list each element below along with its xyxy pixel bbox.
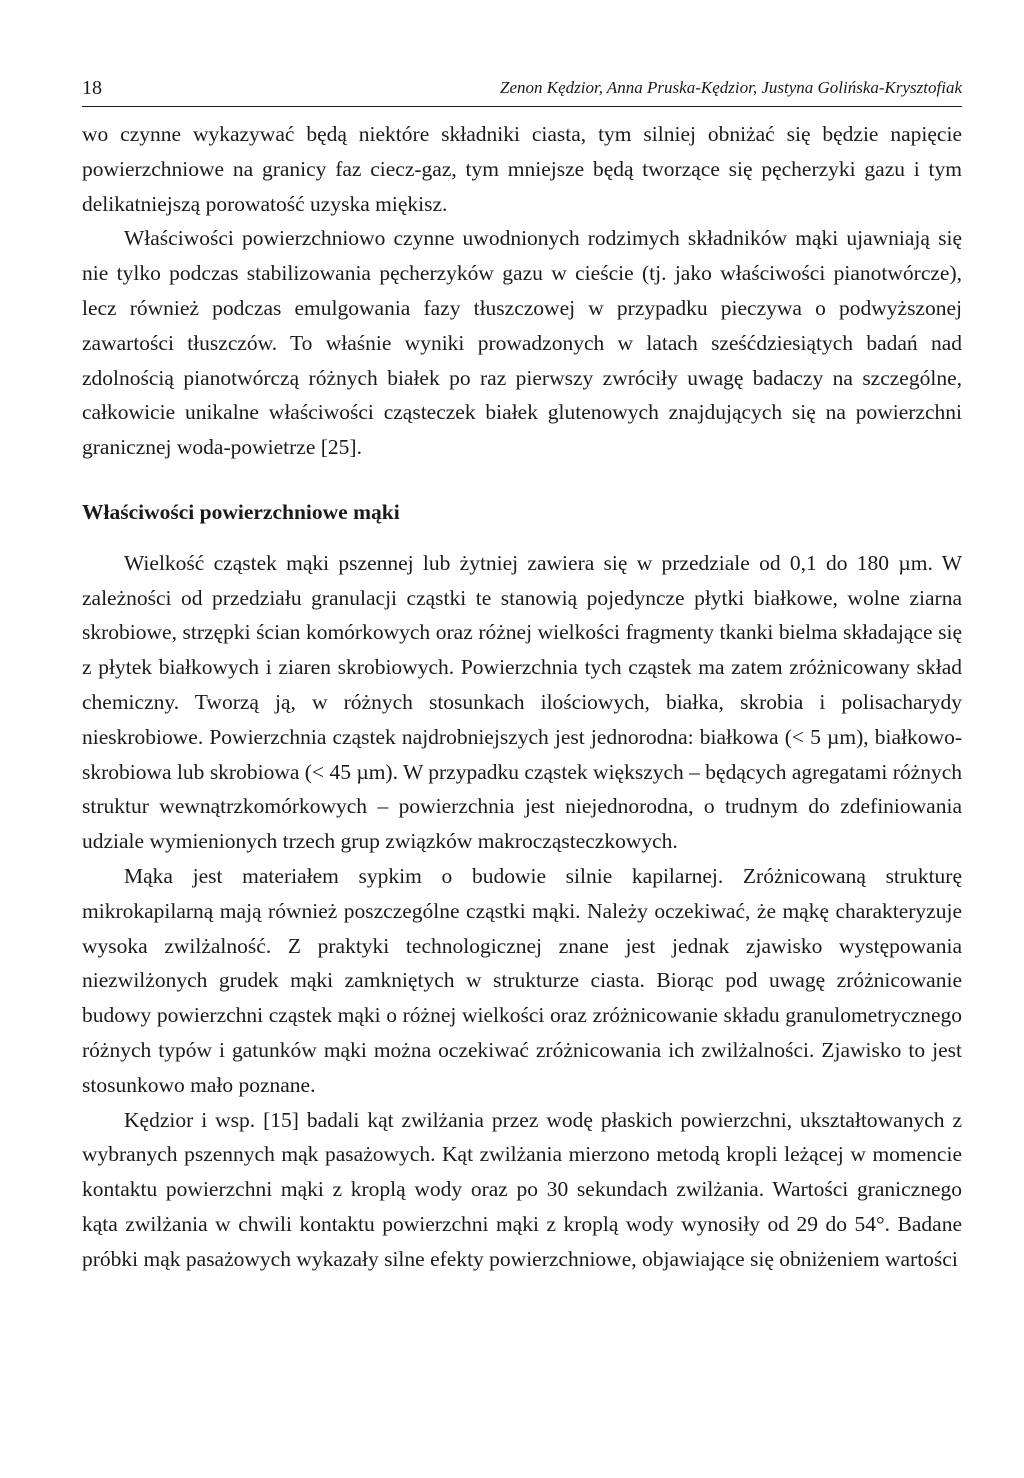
paragraph: Mąka jest materiałem sypkim o budowie silnie kapilarnej. Zróżnicowaną strukturę mikrokapilarną mają również poszczególne cząstki mąki. Należy oczekiwać, że mąkę charakteryzuje wysoka zwilżalność. Z praktyki technologicznej znane jest jednak zjawisko występowania niezwilżonych grudek mąki zamkniętych w strukturze ciasta. Biorąc pod uwagę zróżnicowanie budowy powierzchni cząstek mąki o różnej wielkości oraz zróżnicowanie składu granulometrycznego różnych typów i gatunków mąki można oczekiwać zróżnicowania ich zwilżalności. Zjawisko to jest stosunkowo mało poznane. — [82, 863, 962, 1097]
page-number: 18 — [82, 77, 102, 99]
running-header — [82, 76, 962, 107]
paragraph-continued: wo czynne wykazywać będą niektóre składniki ciasta, tym silniej obniżać się będzie napięcie powierzchniowe na granicy faz ciecz-gaz, tym mniejsze będą tworzące się pęcherzyki gazu i tym delikatniejszą porowatość uzyska miękisz. — [82, 122, 962, 216]
section-heading: Właściwości powierzchniowe mąki — [82, 499, 400, 524]
document-page — [82, 76, 962, 1277]
paragraph: Wielkość cząstek mąki pszennej lub żytniej zawiera się w przedziale od 0,1 do 180 µm. W zależności od przedziału granulacji cząstki te stanowią pojedyncze płytki białkowe, wolne ziarna skrobiowe, strzępki ścian komórkowych oraz różnej wielkości fragmenty tkanki bielma składające się z płytek białkowych i ziaren skrobiowych. Powierzchnia tych cząstek ma zatem zróżnicowany skład chemiczny. Tworzą ją, w różnych stosunkach ilościowych, białka, skrobia i polisacharydy nieskrobiowe. Powierzchnia cząstek najdrobniejszych jest jednorodna: białkowa (< 5 µm), białkowo-skrobiowa lub skrobiowa (< 45 µm). W przypadku cząstek większych – będących agregatami różnych struktur wewnątrzkomórkowych – powierzchnia jest niejednorodna, o trudnym do zdefiniowania udziale wymienionych trzech grup związków makrocząsteczkowych. — [82, 550, 962, 854]
paragraph: Kędzior i wsp. [15] badali kąt zwilżania przez wodę płaskich powierzchni, ukształtowanych z wybranych pszennych mąk pasażowych. Kąt zwilżania mierzono metodą kropli leżącej w momencie kontaktu powierzchni mąki z kroplą wody oraz po 30 sekundach zwilżania. Wartości granicznego kąta zwilżania w chwili kontaktu powierzchni mąki z kroplą wody wynosiły od 29 do 54°. Badane próbki mąk pasażowych wykazały silne efekty powierzchniowe, objawiające się obniżeniem wartości — [82, 1107, 962, 1271]
header-authors: Zenon Kędzior, Anna Pruska-Kędzior, Justyna Golińska-Krysztofiak — [500, 78, 962, 97]
paragraph: Właściwości powierzchniowo czynne uwodnionych rodzimych składników mąki ujawniają się nie tylko podczas stabilizowania pęcherzyków gazu w cieście (tj. jako właściwości pianotwórcze), lecz również podczas emulgowania fazy tłuszczowej w przypadku pieczywa o podwyższonej zawartości tłuszczów. To właśnie wyniki prowadzonych w latach sześćdziesiątych badań nad zdolnością pianotwórczą różnych białek po raz pierwszy zwróciły uwagę badaczy na szczególne, całkowicie unikalne właściwości cząsteczek białek glutenowych znajdujących się na powierzchni granicznej woda-powietrze [25]. — [82, 226, 962, 460]
